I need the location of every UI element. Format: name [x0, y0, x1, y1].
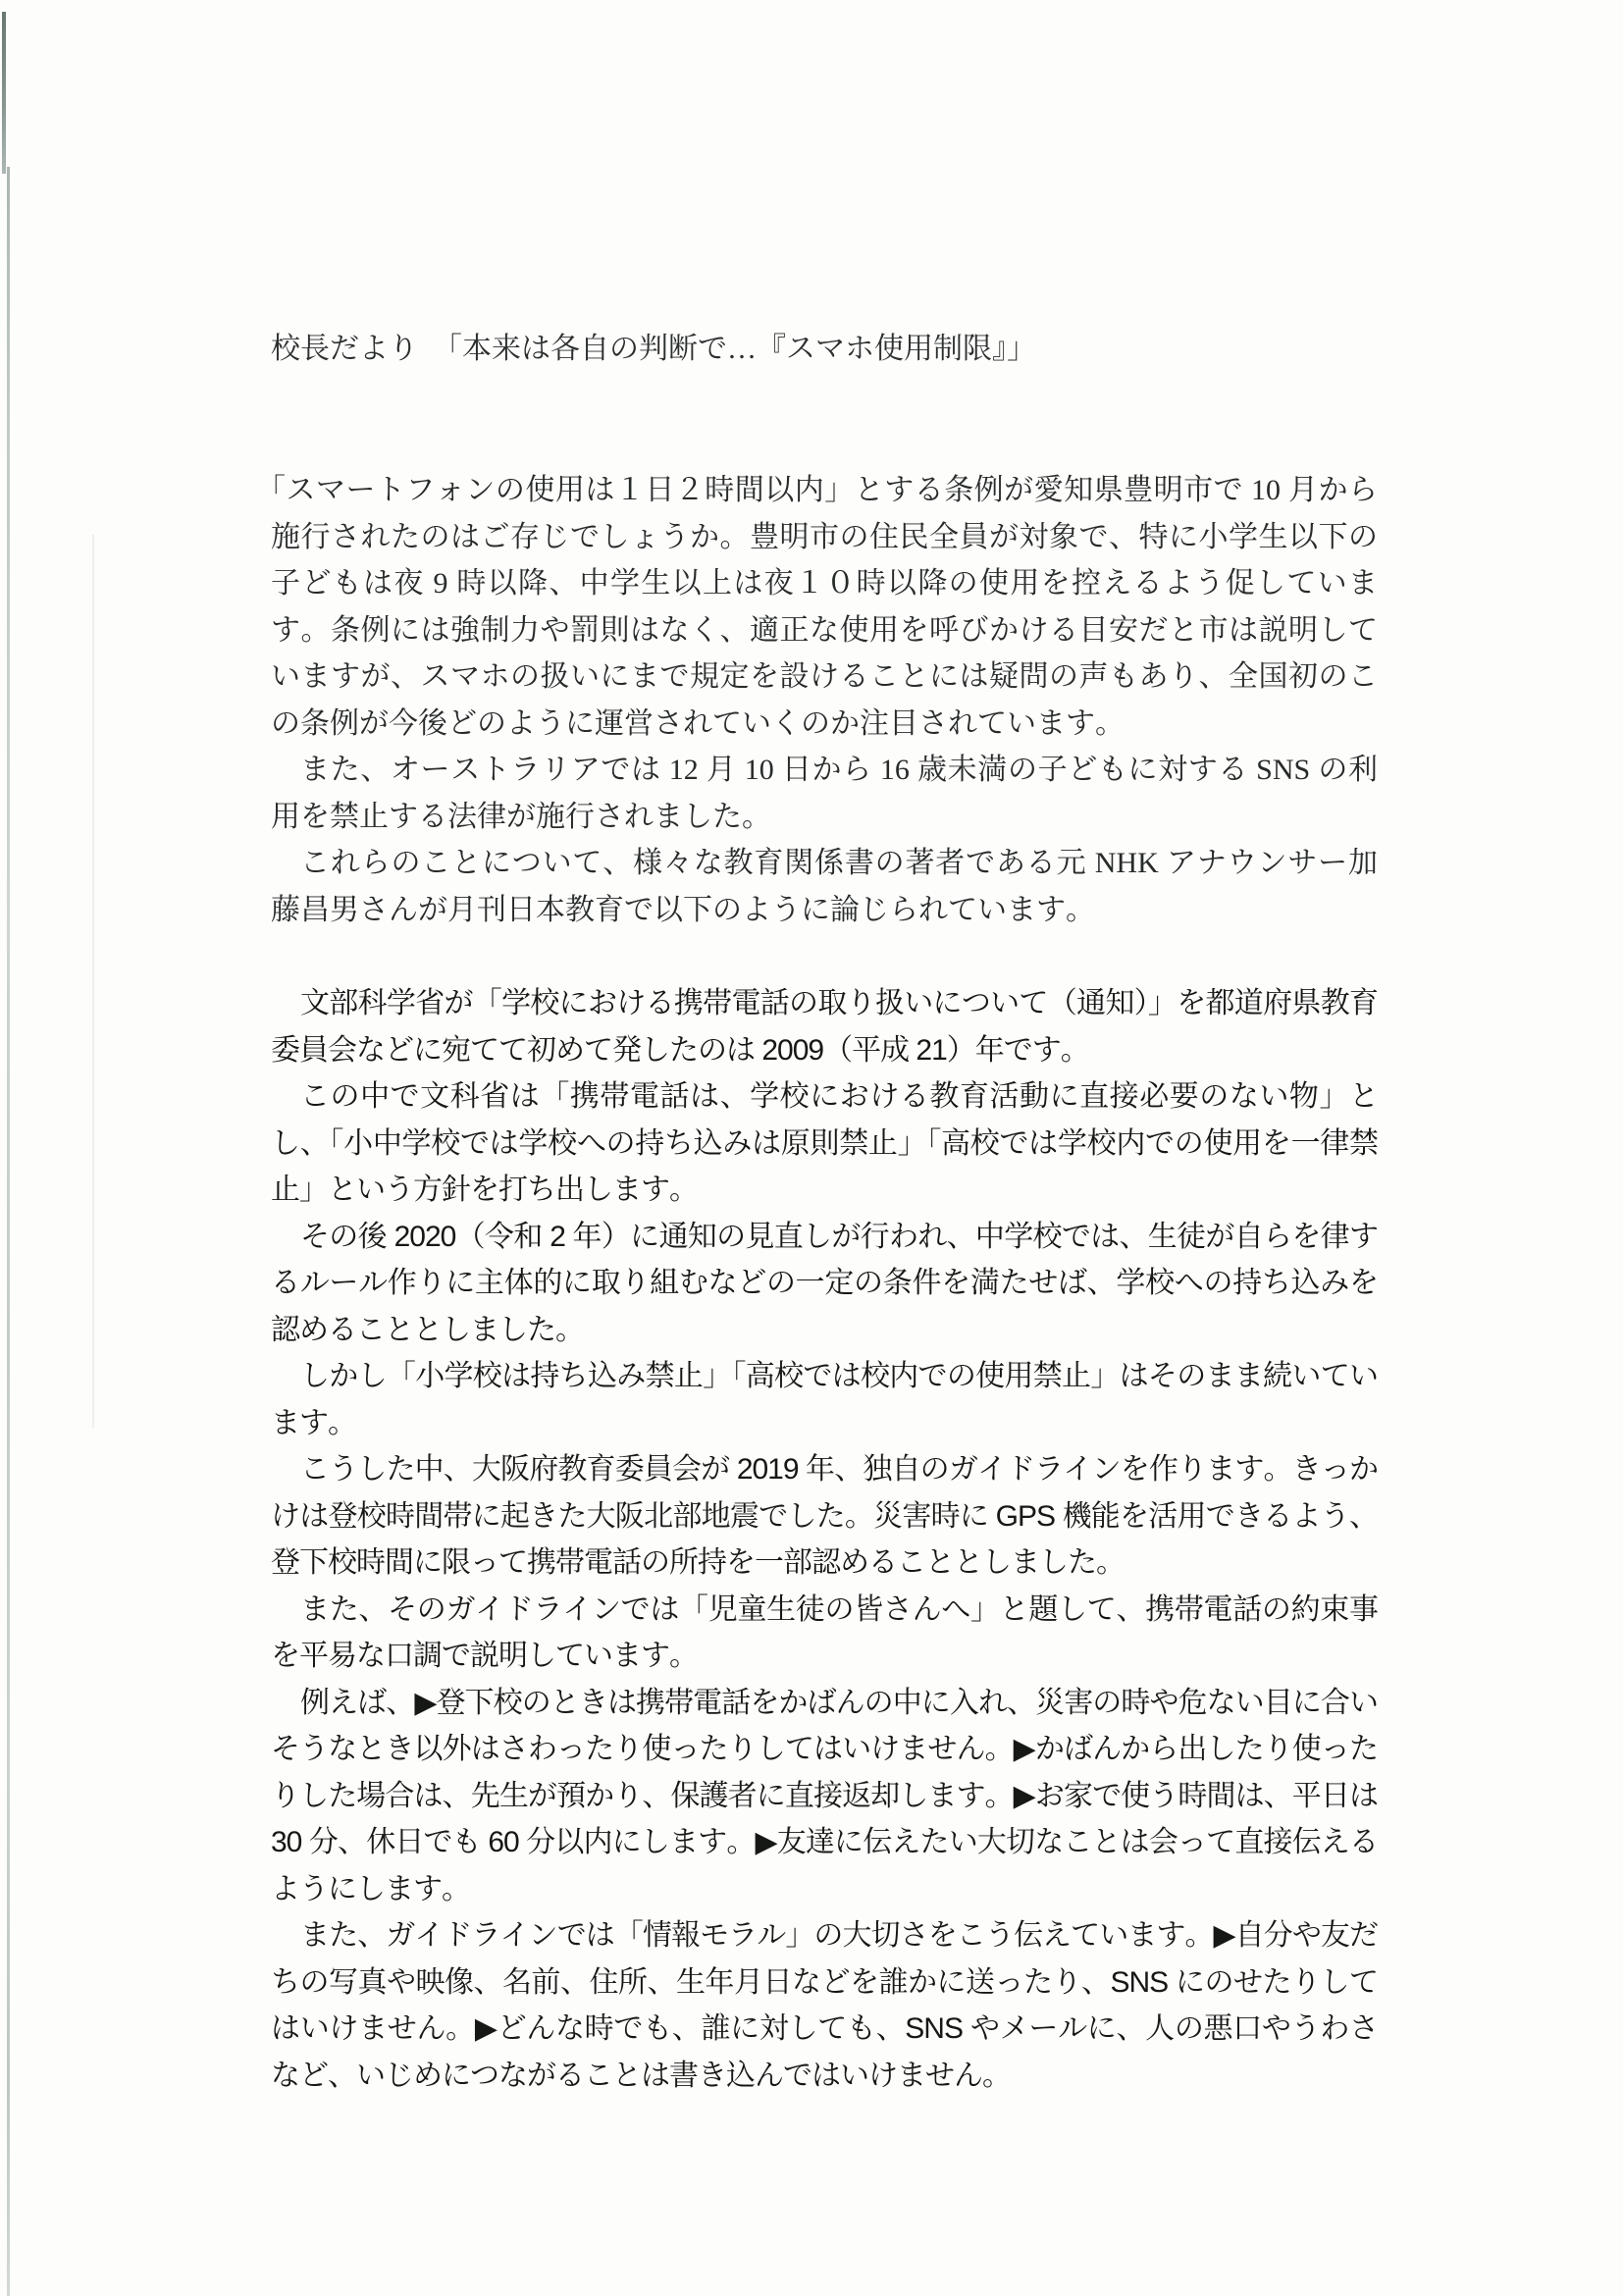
quote-paragraph-guideline-title: また、そのガイドラインでは「児童生徒の皆さんへ」と題して、携帯電話の約束事を平易な口調で説明しています。 [271, 1592, 1378, 1672]
quoted-article-section [271, 980, 1378, 2099]
scan-fold-artifact [92, 535, 94, 1428]
intro-paragraph-ordinance: 「スマートフォンの使用は１日２時間以内」とする条例が愛知県豊明市で 10 月から施行されたのはご存じでしょうか。豊明市の住民全員が対象で、特に小学生以下の子どもは夜 9 時以降、中学生以上は夜１０時以降の使用を控えるよう促しています。条例には強制力や罰則はなく、適正な使用を呼びかける目安だと市は説明していますが、スマホの扱いにまで規定を設けることには疑問の声もあり、全国初のこの条例が今後どのように運営されていくのか注目されています。 [256, 474, 1378, 740]
quote-paragraph-rules-examples: 例えば、▶登下校のときは携帯電話をかばんの中に入れ、災害の時や危ない目に合いそうなとき以外はさわったり使ったりしてはいけません。▶かばんから出したり使ったりした場合は、先生が預かり、保護者に直接返却します。▶お家で使う時間は、平日は 30 分、休日でも 60 分以内にします。▶友達に伝えたい大切なことは会って直接伝えるようにします。 [271, 1686, 1378, 1905]
scan-edge-artifact-dark [2, 12, 6, 174]
scan-edge-artifact-line [7, 167, 10, 2296]
quote-paragraph-policy: この中で文科省は「携帯電話は、学校における教育活動に直接必要のない物」とし、「小中学校では学校への持ち込みは原則禁止」「高校では学校内での使用を一律禁止」という方針を打ち出します。 [271, 1080, 1378, 1206]
quote-paragraph-osaka-guideline: こうした中、大阪府教育委員会が 2019 年、独自のガイドラインを作ります。きっかけは登校時間帯に起きた大阪北部地震でした。災害時に GPS 機能を活用できるよう、登下校時間に限って携帯電話の所持を一部認めることとしました。 [271, 1453, 1378, 1579]
intro-section [256, 467, 1378, 933]
intro-paragraph-author: これらのことについて、様々な教育関係書の著者である元 NHK アナウンサー加藤昌男さんが月刊日本教育で以下のように論じられています。 [271, 847, 1378, 926]
quote-paragraph-2020-revision: その後 2020（令和 2 年）に通知の見直しが行われ、中学校では、生徒が自らを律するルール作りに主体的に取り組むなどの一定の条件を満たせば、学校への持ち込みを認めることとしました。 [271, 1220, 1378, 1346]
page-title: 校長だより 「本来は各自の判断で…『スマホ使用制限』」 [271, 333, 1036, 365]
document-content [256, 331, 1378, 2099]
quote-paragraph-continuing-ban: しかし「小学校は持ち込み禁止」「高校では校内での使用禁止」はそのまま続いています。 [271, 1360, 1378, 1439]
quote-paragraph-information-morals: また、ガイドラインでは「情報モラル」の大切さをこう伝えています。▶自分や友だちの写真や映像、名前、住所、生年月日などを誰かに送ったり、SNS にのせたりしてはいけません。▶どんな時でも、誰に対しても、SNS やメールに、人の悪口やうわさなど、いじめにつながることは書き込んではいけません。 [271, 1919, 1378, 2092]
intro-paragraph-australia: また、オーストラリアでは 12 月 10 日から 16 歳未満の子どもに対する SNS の利用を禁止する法律が施行されました。 [271, 754, 1378, 833]
quote-paragraph-mext-notice: 文部科学省が「学校における携帯電話の取り扱いについて（通知）」を都道府県教育委員会などに宛てて初めて発したのは 2009（平成 21）年です。 [271, 987, 1378, 1067]
